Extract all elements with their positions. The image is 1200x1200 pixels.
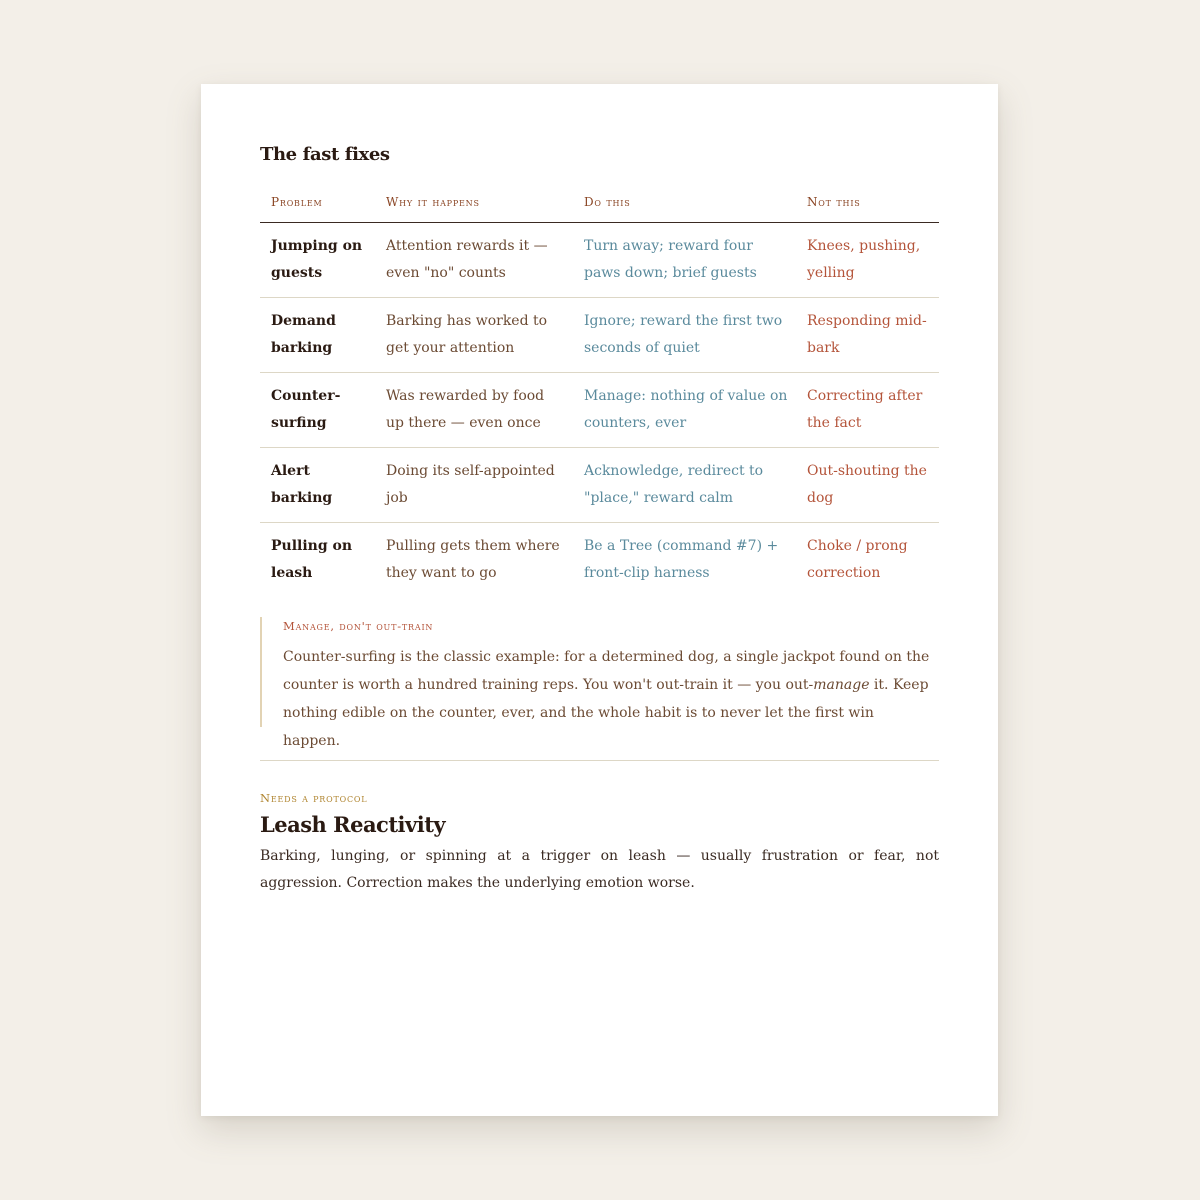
cell-do: Manage: nothing of value on counters, ever (573, 373, 796, 448)
protocol-description: Barking, lunging, or spinning at a trigger on leash — usually frustration or fear, not aggression. Correction makes the underlying emotion worse. (260, 848, 939, 891)
table-row (260, 523, 939, 598)
table-row (260, 373, 939, 448)
section-title: The fast fixes (260, 144, 390, 165)
callout-box (260, 617, 939, 749)
callout-text (283, 643, 933, 755)
cell-why: Barking has worked to get your attention (375, 298, 573, 373)
section-divider (260, 760, 939, 761)
cell-problem: Alert barking (260, 448, 375, 523)
cell-problem: Jumping on guests (260, 223, 375, 298)
cell-do: Acknowledge, redirect to "place," reward calm (573, 448, 796, 523)
table-row (260, 298, 939, 373)
cell-not: Responding mid-bark (796, 298, 939, 373)
protocol-kicker: Needs a protocol (260, 791, 368, 805)
table-row (260, 223, 939, 298)
callout-text-before: Counter-surfing is the classic example: for a determined dog, a single jackpot found on the counter is worth a hundred training reps. You won't out-train it — you out- (283, 649, 930, 693)
table-row (260, 448, 939, 523)
cell-not: Knees, pushing, yelling (796, 223, 939, 298)
column-header-not: Not this (796, 182, 939, 223)
cell-why: Doing its self-appointed job (375, 448, 573, 523)
callout-label: Manage, don't out-train (283, 619, 434, 633)
table-header-row (260, 182, 939, 223)
fast-fixes-table (260, 182, 939, 597)
callout-text-after: it. Keep nothing edible on the counter, ever, and the whole habit is to never let the first win happen. (283, 677, 929, 749)
cell-why: Attention rewards it — even "no" counts (375, 223, 573, 298)
column-header-problem: Problem (260, 182, 375, 223)
cell-not: Choke / prong correction (807, 538, 908, 581)
protocol-title: Leash Reactivity (260, 812, 446, 837)
cell-why: Was rewarded by food up there — even once (375, 373, 573, 448)
cell-not: Correcting after the fact (796, 373, 939, 448)
column-header-do: Do this (573, 182, 796, 223)
document-page (201, 84, 998, 1116)
column-header-why: Why it happens (375, 182, 573, 223)
cell-problem: Pulling on leash (271, 538, 353, 581)
callout-text-emphasis: manage (813, 677, 870, 693)
cell-do: Be a Tree (command #7) + front-clip harness (584, 538, 779, 581)
cell-why: Pulling gets them where they want to go (386, 538, 560, 581)
cell-problem: Demand barking (260, 298, 375, 373)
cell-do: Ignore; reward the first two seconds of quiet (573, 298, 796, 373)
cell-problem: Counter-surfing (260, 373, 375, 448)
cell-do: Turn away; reward four paws down; brief guests (573, 223, 796, 298)
cell-not: Out-shouting the dog (796, 448, 939, 523)
